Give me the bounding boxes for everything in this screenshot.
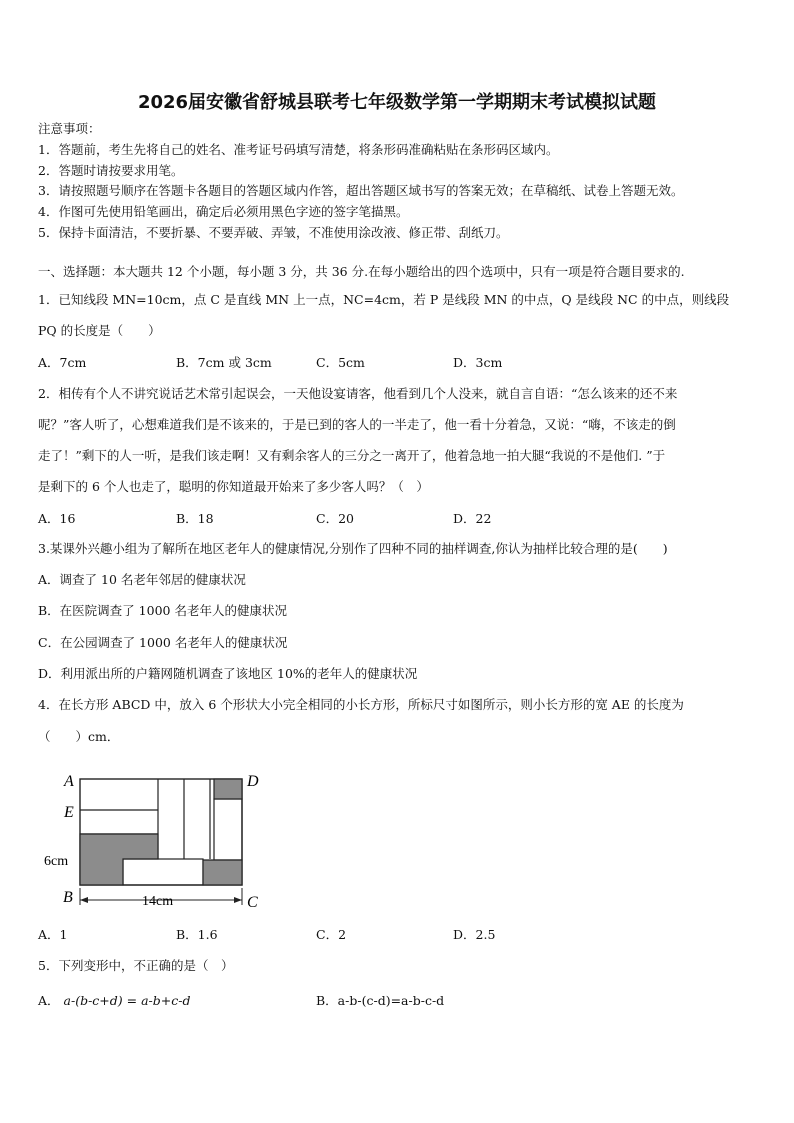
q2-stem-line: 是剩下的 6 个人也走了，聪明的你知道最开始来了多少客人吗？（ ） xyxy=(38,479,429,494)
arrow-icon xyxy=(234,897,242,903)
q3-option-a: A．调查了 10 名老年邻居的健康状况 xyxy=(38,572,246,587)
q5-option-a xyxy=(38,993,190,1009)
q2-stem-line: 2．相传有个人不讲究说话艺术常引起误会，一天他设宴请客，他看到几个人没来，就自言自语：“怎么该来的还不来 xyxy=(38,386,678,401)
q3-option-d: D．利用派出所的户籍网随机调查了该地区 10%的老年人的健康状况 xyxy=(38,666,418,681)
q4-option-a: A．1 xyxy=(38,927,68,942)
notice-item: 5．保持卡面清洁，不要折暴、不要弄破、弄皱，不准使用涂改液、修正带、刮纸刀。 xyxy=(38,225,509,240)
label-a: A xyxy=(64,773,74,790)
small-rect xyxy=(214,799,242,860)
q1-option-c: C．5cm xyxy=(316,355,365,370)
q2-option-b: B．18 xyxy=(176,511,214,526)
q5-option-b: B．a-b-(c-d)=a-b-c-d xyxy=(316,993,445,1008)
arrow-icon xyxy=(80,897,88,903)
q2-stem-line: 走了！”剩下的人一听，是我们该走啊！又有剩余客人的三分之一离开了，他着急地一拍大腿“我说的不是他们. ”于 xyxy=(38,448,666,463)
label-width: 14cm xyxy=(142,894,174,909)
shaded-region xyxy=(80,834,158,885)
q2-option-a: A．16 xyxy=(38,511,76,526)
label-e: E xyxy=(64,804,74,821)
notice-heading: 注意事项： xyxy=(38,121,101,136)
q5-stem: 5．下列变形中，不正确的是（ ） xyxy=(38,958,234,973)
q4-stem-line: 4．在长方形 ABCD 中，放入 6 个形状大小完全相同的小长方形，所标尺寸如图所示，则小长方形的宽 AE 的长度为 xyxy=(38,697,684,712)
shaded-region xyxy=(203,860,242,885)
notice-item: 1．答题前，考生先将自己的姓名、准考证号码填写清楚，将条形码准确粘贴在条形码区域内。 xyxy=(38,142,559,157)
label-height: 6cm xyxy=(44,854,69,869)
q4-option-c: C．2 xyxy=(316,927,347,942)
q1-option-a: A．7cm xyxy=(38,355,87,370)
q3-stem: 3.某课外兴趣小组为了解所在地区老年人的健康情况,分别作了四种不同的抽样调查,你认为抽样比较合理的是( ) xyxy=(38,541,668,556)
q1-option-d: D．3cm xyxy=(453,355,503,370)
q4-option-b: B．1.6 xyxy=(176,927,218,942)
q4-stem-line: （ ）cm． xyxy=(38,729,120,744)
label-c: C xyxy=(247,894,258,911)
q5-option-a-expr: a-(b-c+d) = a-b+c-d xyxy=(63,993,191,1008)
section-heading: 一、选择题：本大题共 12 个小题，每小题 3 分，共 36 分.在每小题给出的四个选项中，只有一项是符合题目要求的. xyxy=(38,264,685,279)
q2-option-d: D．22 xyxy=(453,511,492,526)
small-rect xyxy=(123,859,203,885)
page-title: 2026届安徽省舒城县联考七年级数学第一学期期末考试模拟试题 xyxy=(137,92,657,113)
q4-option-d: D．2.5 xyxy=(453,927,496,942)
shaded-region xyxy=(214,779,242,799)
q5-option-a-label: A． xyxy=(38,993,60,1008)
q1-option-b: B．7cm 或 3cm xyxy=(176,355,272,370)
q4-figure xyxy=(38,762,278,914)
label-b: B xyxy=(63,889,73,906)
label-d: D xyxy=(247,773,259,790)
q2-option-c: C．20 xyxy=(316,511,354,526)
q3-option-c: C．在公园调查了 1000 名老年人的健康状况 xyxy=(38,635,288,650)
q1-stem-line: 1．已知线段 MN=10cm，点 C 是直线 MN 上一点，NC=4cm，若 P 是线段 MN 的中点，Q 是线段 NC 的中点，则线段 xyxy=(38,292,730,307)
q2-stem-line: 呢？”客人听了，心想难道我们是不该来的，于是已到的客人的一半走了，他一看十分着急，又说：“嗨，不该走的倒 xyxy=(38,417,676,432)
q1-stem-line: PQ 的长度是（ ） xyxy=(38,323,161,338)
notice-item: 2．答题时请按要求用笔。 xyxy=(38,163,184,178)
q3-option-b: B．在医院调查了 1000 名老年人的健康状况 xyxy=(38,603,287,618)
notice-item: 3．请按照题号顺序在答题卡各题目的答题区域内作答，超出答题区域书写的答案无效；在草稿纸、试卷上答题无效。 xyxy=(38,183,684,198)
notice-item: 4．作图可先使用铅笔画出，确定后必须用黑色字迹的签字笔描黑。 xyxy=(38,204,409,219)
